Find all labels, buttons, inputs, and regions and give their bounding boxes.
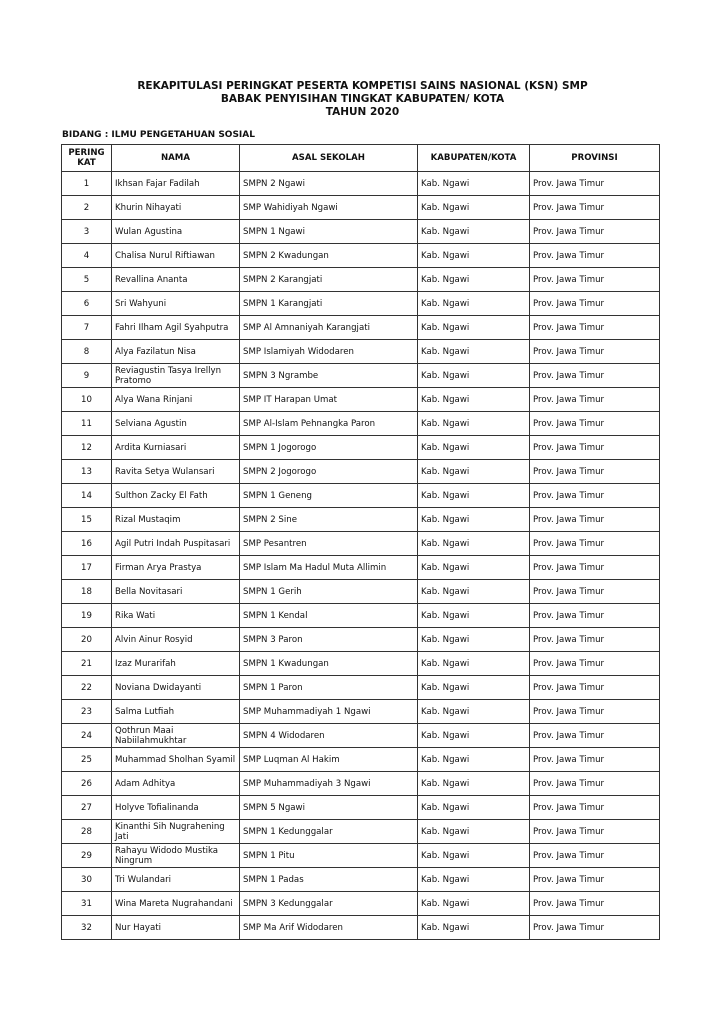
- province-cell: Prov. Jawa Timur: [530, 892, 660, 916]
- province-cell: Prov. Jawa Timur: [530, 844, 660, 868]
- school-cell: SMPN 1 Paron: [240, 676, 418, 700]
- field-label: BIDANG : ILMU PENGETAHUAN SOSIAL: [62, 130, 255, 140]
- school-cell: SMPN 1 Kwadungan: [240, 652, 418, 676]
- table-row: [62, 844, 660, 868]
- rank-cell: 1: [62, 172, 112, 196]
- school-cell: SMPN 2 Kwadungan: [240, 244, 418, 268]
- school-cell: SMPN 1 Karangjati: [240, 292, 418, 316]
- province-cell: Prov. Jawa Timur: [530, 604, 660, 628]
- regency-cell: Kab. Ngawi: [418, 532, 530, 556]
- col-header-rank: PERING KAT: [62, 145, 112, 172]
- rank-cell: 22: [62, 676, 112, 700]
- table-header-row: [62, 145, 660, 172]
- table-row: [62, 820, 660, 844]
- rank-cell: 8: [62, 340, 112, 364]
- school-cell: SMPN 1 Pitu: [240, 844, 418, 868]
- regency-cell: Kab. Ngawi: [418, 244, 530, 268]
- rank-cell: 31: [62, 892, 112, 916]
- rank-cell: 3: [62, 220, 112, 244]
- school-cell: SMPN 1 Padas: [240, 868, 418, 892]
- table-row: [62, 772, 660, 796]
- document-title: REKAPITULASI PERINGKAT PESERTA KOMPETISI SAINS NASIONAL (KSN) SMP: [137, 80, 588, 92]
- name-cell: Tri Wulandari: [112, 868, 240, 892]
- table-row: [62, 364, 660, 388]
- name-cell: Sulthon Zacky El Fath: [112, 484, 240, 508]
- province-cell: Prov. Jawa Timur: [530, 772, 660, 796]
- document-year: TAHUN 2020: [325, 106, 400, 118]
- province-cell: Prov. Jawa Timur: [530, 916, 660, 940]
- regency-cell: Kab. Ngawi: [418, 676, 530, 700]
- name-cell: Firman Arya Prastya: [112, 556, 240, 580]
- school-cell: SMP Al Amnaniyah Karangjati: [240, 316, 418, 340]
- rank-cell: 9: [62, 364, 112, 388]
- province-cell: Prov. Jawa Timur: [530, 868, 660, 892]
- table-row: [62, 652, 660, 676]
- col-header-province: PROVINSI: [530, 145, 660, 172]
- regency-cell: Kab. Ngawi: [418, 748, 530, 772]
- province-cell: Prov. Jawa Timur: [530, 748, 660, 772]
- table-row: [62, 796, 660, 820]
- rank-cell: 4: [62, 244, 112, 268]
- province-cell: Prov. Jawa Timur: [530, 820, 660, 844]
- name-cell: Ikhsan Fajar Fadilah: [112, 172, 240, 196]
- school-cell: SMP IT Harapan Umat: [240, 388, 418, 412]
- school-cell: SMPN 3 Kedunggalar: [240, 892, 418, 916]
- table-row: [62, 220, 660, 244]
- table-row: [62, 412, 660, 436]
- rank-cell: 28: [62, 820, 112, 844]
- rank-cell: 2: [62, 196, 112, 220]
- rank-cell: 15: [62, 508, 112, 532]
- school-cell: SMPN 1 Ngawi: [240, 220, 418, 244]
- province-cell: Prov. Jawa Timur: [530, 316, 660, 340]
- school-cell: SMPN 1 Jogorogo: [240, 436, 418, 460]
- regency-cell: Kab. Ngawi: [418, 820, 530, 844]
- school-cell: SMPN 5 Ngawi: [240, 796, 418, 820]
- name-cell: Revallina Ananta: [112, 268, 240, 292]
- rank-cell: 21: [62, 652, 112, 676]
- table-row: [62, 484, 660, 508]
- rank-cell: 20: [62, 628, 112, 652]
- rank-cell: 11: [62, 412, 112, 436]
- name-cell: Sri Wahyuni: [112, 292, 240, 316]
- regency-cell: Kab. Ngawi: [418, 580, 530, 604]
- rank-cell: 7: [62, 316, 112, 340]
- rank-cell: 13: [62, 460, 112, 484]
- table-row: [62, 676, 660, 700]
- province-cell: Prov. Jawa Timur: [530, 340, 660, 364]
- table-row: [62, 628, 660, 652]
- school-cell: SMPN 1 Geneng: [240, 484, 418, 508]
- school-cell: SMP Wahidiyah Ngawi: [240, 196, 418, 220]
- school-cell: SMPN 1 Gerih: [240, 580, 418, 604]
- school-cell: SMP Ma Arif Widodaren: [240, 916, 418, 940]
- table-row: [62, 460, 660, 484]
- document-title-block: [0, 80, 725, 119]
- name-cell: Ardita Kurniasari: [112, 436, 240, 460]
- regency-cell: Kab. Ngawi: [418, 844, 530, 868]
- rank-cell: 16: [62, 532, 112, 556]
- province-cell: Prov. Jawa Timur: [530, 172, 660, 196]
- school-cell: SMP Al-Islam Pehnangka Paron: [240, 412, 418, 436]
- rank-cell: 17: [62, 556, 112, 580]
- regency-cell: Kab. Ngawi: [418, 268, 530, 292]
- table-row: [62, 508, 660, 532]
- table-row: [62, 316, 660, 340]
- regency-cell: Kab. Ngawi: [418, 412, 530, 436]
- rank-cell: 25: [62, 748, 112, 772]
- school-cell: SMPN 1 Kedunggalar: [240, 820, 418, 844]
- name-cell: Salma Lutfiah: [112, 700, 240, 724]
- province-cell: Prov. Jawa Timur: [530, 196, 660, 220]
- name-cell: Izaz Murarifah: [112, 652, 240, 676]
- name-cell: Rizal Mustaqim: [112, 508, 240, 532]
- regency-cell: Kab. Ngawi: [418, 340, 530, 364]
- regency-cell: Kab. Ngawi: [418, 172, 530, 196]
- rank-cell: 19: [62, 604, 112, 628]
- province-cell: Prov. Jawa Timur: [530, 700, 660, 724]
- name-cell: Rika Wati: [112, 604, 240, 628]
- name-cell: Noviana Dwidayanti: [112, 676, 240, 700]
- province-cell: Prov. Jawa Timur: [530, 676, 660, 700]
- province-cell: Prov. Jawa Timur: [530, 460, 660, 484]
- regency-cell: Kab. Ngawi: [418, 316, 530, 340]
- name-cell: Adam Adhitya: [112, 772, 240, 796]
- rank-cell: 12: [62, 436, 112, 460]
- rank-cell: 27: [62, 796, 112, 820]
- province-cell: Prov. Jawa Timur: [530, 412, 660, 436]
- regency-cell: Kab. Ngawi: [418, 388, 530, 412]
- province-cell: Prov. Jawa Timur: [530, 532, 660, 556]
- province-cell: Prov. Jawa Timur: [530, 580, 660, 604]
- table-row: [62, 580, 660, 604]
- name-cell: Khurin Nihayati: [112, 196, 240, 220]
- school-cell: SMPN 2 Karangjati: [240, 268, 418, 292]
- table-row: [62, 532, 660, 556]
- table-row: [62, 892, 660, 916]
- name-cell: Rahayu Widodo Mustika Ningrum: [112, 844, 240, 868]
- table-row: [62, 172, 660, 196]
- regency-cell: Kab. Ngawi: [418, 484, 530, 508]
- school-cell: SMPN 3 Paron: [240, 628, 418, 652]
- regency-cell: Kab. Ngawi: [418, 796, 530, 820]
- rank-cell: 32: [62, 916, 112, 940]
- rank-cell: 30: [62, 868, 112, 892]
- name-cell: Wulan Agustina: [112, 220, 240, 244]
- school-cell: SMPN 3 Ngrambe: [240, 364, 418, 388]
- regency-cell: Kab. Ngawi: [418, 772, 530, 796]
- rank-cell: 23: [62, 700, 112, 724]
- table-row: [62, 748, 660, 772]
- regency-cell: Kab. Ngawi: [418, 436, 530, 460]
- school-cell: SMP Muhammadiyah 3 Ngawi: [240, 772, 418, 796]
- school-cell: SMP Islam Ma Hadul Muta Allimin: [240, 556, 418, 580]
- school-cell: SMPN 4 Widodaren: [240, 724, 418, 748]
- document-subtitle: BABAK PENYISIHAN TINGKAT KABUPATEN/ KOTA: [220, 93, 505, 105]
- rank-cell: 18: [62, 580, 112, 604]
- province-cell: Prov. Jawa Timur: [530, 508, 660, 532]
- table-row: [62, 196, 660, 220]
- school-cell: SMPN 2 Jogorogo: [240, 460, 418, 484]
- regency-cell: Kab. Ngawi: [418, 196, 530, 220]
- school-cell: SMPN 1 Kendal: [240, 604, 418, 628]
- school-cell: SMP Islamiyah Widodaren: [240, 340, 418, 364]
- school-cell: SMP Pesantren: [240, 532, 418, 556]
- table-row: [62, 724, 660, 748]
- name-cell: Agil Putri Indah Puspitasari: [112, 532, 240, 556]
- table-row: [62, 388, 660, 412]
- col-header-name: NAMA: [112, 145, 240, 172]
- name-cell: Holyve Tofialinanda: [112, 796, 240, 820]
- rank-cell: 5: [62, 268, 112, 292]
- regency-cell: Kab. Ngawi: [418, 556, 530, 580]
- regency-cell: Kab. Ngawi: [418, 868, 530, 892]
- province-cell: Prov. Jawa Timur: [530, 268, 660, 292]
- rank-cell: 10: [62, 388, 112, 412]
- regency-cell: Kab. Ngawi: [418, 628, 530, 652]
- regency-cell: Kab. Ngawi: [418, 364, 530, 388]
- province-cell: Prov. Jawa Timur: [530, 292, 660, 316]
- province-cell: Prov. Jawa Timur: [530, 388, 660, 412]
- name-cell: Bella Novitasari: [112, 580, 240, 604]
- regency-cell: Kab. Ngawi: [418, 700, 530, 724]
- school-cell: SMPN 2 Ngawi: [240, 172, 418, 196]
- regency-cell: Kab. Ngawi: [418, 652, 530, 676]
- regency-cell: Kab. Ngawi: [418, 220, 530, 244]
- col-header-school: ASAL SEKOLAH: [240, 145, 418, 172]
- table-row: [62, 604, 660, 628]
- regency-cell: Kab. Ngawi: [418, 292, 530, 316]
- province-cell: Prov. Jawa Timur: [530, 556, 660, 580]
- province-cell: Prov. Jawa Timur: [530, 244, 660, 268]
- rank-cell: 14: [62, 484, 112, 508]
- school-cell: SMPN 2 Sine: [240, 508, 418, 532]
- table-row: [62, 268, 660, 292]
- name-cell: Reviagustin Tasya Irellyn Pratomo: [112, 364, 240, 388]
- table-row: [62, 556, 660, 580]
- name-cell: Muhammad Sholhan Syamil: [112, 748, 240, 772]
- regency-cell: Kab. Ngawi: [418, 508, 530, 532]
- name-cell: Chalisa Nurul Riftiawan: [112, 244, 240, 268]
- table-row: [62, 700, 660, 724]
- name-cell: Alya Wana Rinjani: [112, 388, 240, 412]
- rank-cell: 6: [62, 292, 112, 316]
- regency-cell: Kab. Ngawi: [418, 892, 530, 916]
- table-row: [62, 868, 660, 892]
- name-cell: Selviana Agustin: [112, 412, 240, 436]
- rank-cell: 29: [62, 844, 112, 868]
- name-cell: Nur Hayati: [112, 916, 240, 940]
- name-cell: Fahri Ilham Agil Syahputra: [112, 316, 240, 340]
- province-cell: Prov. Jawa Timur: [530, 484, 660, 508]
- province-cell: Prov. Jawa Timur: [530, 796, 660, 820]
- table-row: [62, 340, 660, 364]
- regency-cell: Kab. Ngawi: [418, 724, 530, 748]
- name-cell: Wina Mareta Nugrahandani: [112, 892, 240, 916]
- province-cell: Prov. Jawa Timur: [530, 652, 660, 676]
- table-row: [62, 916, 660, 940]
- name-cell: Qothrun Maai Nabiilahmukhtar: [112, 724, 240, 748]
- rank-cell: 26: [62, 772, 112, 796]
- name-cell: Alya Fazilatun Nisa: [112, 340, 240, 364]
- table-row: [62, 436, 660, 460]
- regency-cell: Kab. Ngawi: [418, 916, 530, 940]
- name-cell: Kinanthi Sih Nugrahening Jati: [112, 820, 240, 844]
- province-cell: Prov. Jawa Timur: [530, 364, 660, 388]
- province-cell: Prov. Jawa Timur: [530, 724, 660, 748]
- table-row: [62, 292, 660, 316]
- name-cell: Ravita Setya Wulansari: [112, 460, 240, 484]
- rank-cell: 24: [62, 724, 112, 748]
- province-cell: Prov. Jawa Timur: [530, 436, 660, 460]
- regency-cell: Kab. Ngawi: [418, 604, 530, 628]
- name-cell: Alvin Ainur Rosyid: [112, 628, 240, 652]
- regency-cell: Kab. Ngawi: [418, 460, 530, 484]
- school-cell: SMP Luqman Al Hakim: [240, 748, 418, 772]
- ranking-table: [61, 144, 660, 940]
- school-cell: SMP Muhammadiyah 1 Ngawi: [240, 700, 418, 724]
- province-cell: Prov. Jawa Timur: [530, 220, 660, 244]
- province-cell: Prov. Jawa Timur: [530, 628, 660, 652]
- col-header-regency: KABUPATEN/KOTA: [418, 145, 530, 172]
- table-row: [62, 244, 660, 268]
